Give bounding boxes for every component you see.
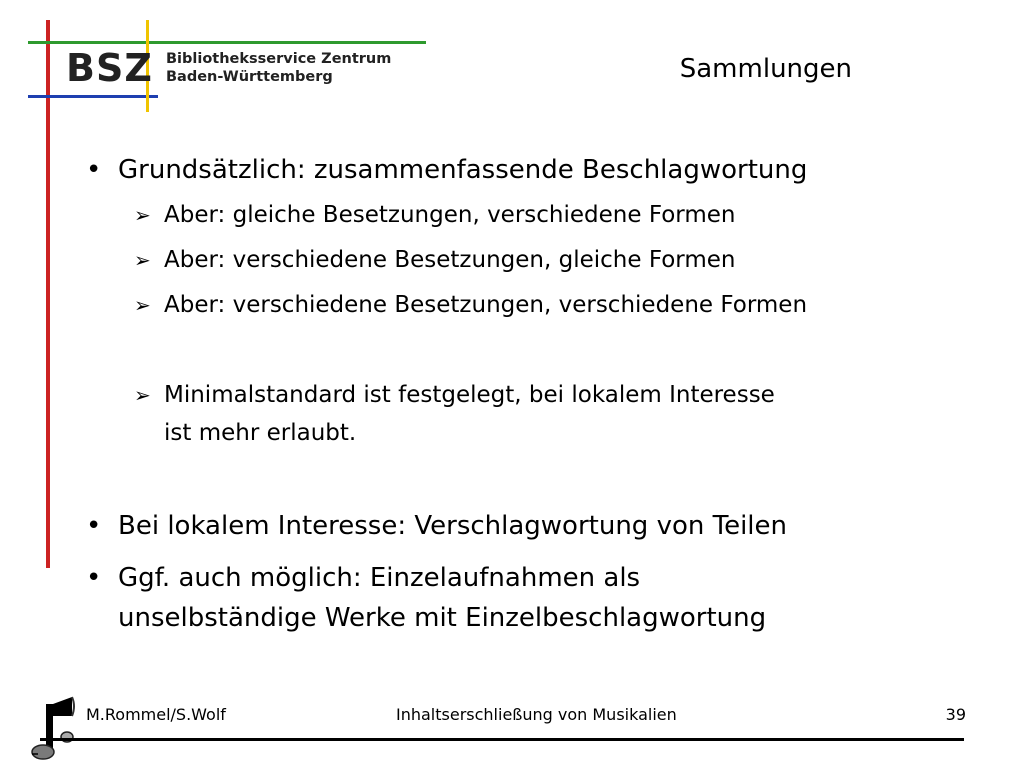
footer-page-number: 39 [945,705,966,724]
logo-line-green [28,41,426,44]
bullet-marker: • [86,155,102,185]
sub-item-text: Aber: verschiedene Besetzungen, verschiedene Formen [164,292,808,318]
music-note-icon [30,694,80,764]
arrow-bullet-icon: ➢ [134,383,151,407]
bullet-marker: • [86,511,102,541]
logo-abbreviation: BSZ [66,46,153,90]
logo-line-red [46,20,50,568]
bullet-text: Bei lokalem Interesse: Verschlagwortung von Teilen [118,511,787,541]
slide-title: Sammlungen [679,54,852,84]
bullet-text-line2: unselbständige Werke mit Einzelbeschlagwortung [118,603,767,633]
bullet-text-line1: Ggf. auch möglich: Einzelaufnahmen als [118,563,641,593]
sub-item-text: Aber: verschiedene Besetzungen, gleiche Formen [164,247,736,273]
footer-course-title: Inhaltserschließung von Musikalien [396,705,677,724]
logo-org-line1: Bibliotheksservice Zentrum [166,51,392,67]
sub-item-text-line2: ist mehr erlaubt. [164,420,357,446]
arrow-bullet-icon: ➢ [134,293,151,317]
footer-authors: M.Rommel/S.Wolf [86,705,226,724]
logo-organization-name [166,50,391,86]
footer-line [40,738,964,741]
arrow-bullet-icon: ➢ [134,203,151,227]
arrow-bullet-icon: ➢ [134,248,151,272]
sub-item-text-line1: Minimalstandard ist festgelegt, bei lokalem Interesse [164,382,775,408]
sub-item-text: Aber: gleiche Besetzungen, verschiedene Formen [164,202,736,228]
bullet-marker: • [86,563,102,593]
bullet-text: Grundsätzlich: zusammenfassende Beschlagwortung [118,155,808,185]
logo-org-line2: Baden-Württemberg [166,69,333,85]
logo-line-blue [28,95,158,98]
